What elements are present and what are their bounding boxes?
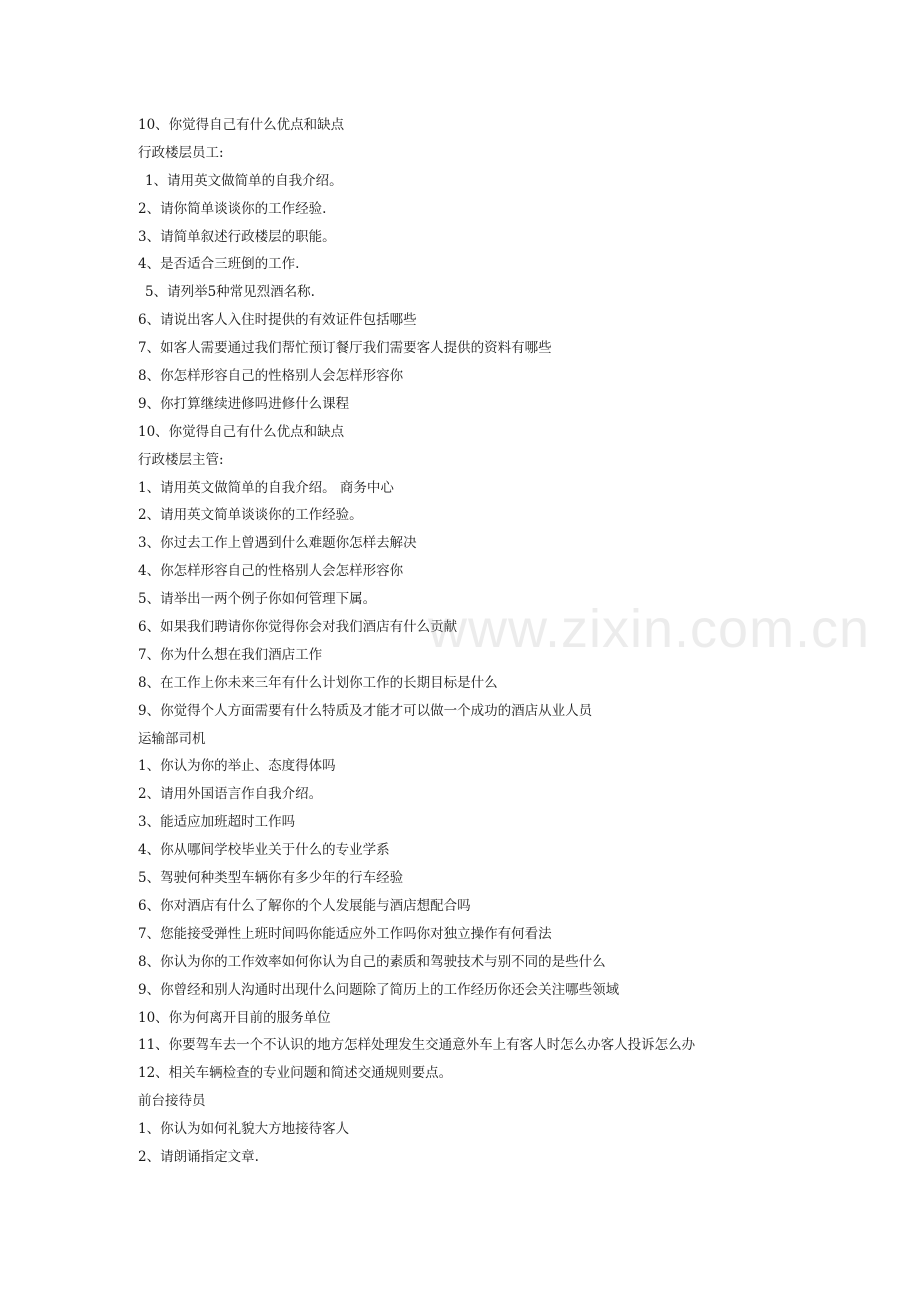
text-line: 1、你认为如何礼貌大方地接待客人 [138,1121,350,1138]
text-line: 2、请用英文简单谈谈你的工作经验。 [138,507,363,524]
section-heading: 行政楼层主管: [138,451,224,468]
text-line: 1、请用英文做简单的自我介绍。 商务中心 [138,479,394,496]
text-line: 4、你从哪间学校毕业关于什么的专业学系 [138,842,390,859]
watermark: www.zixin.com.cn [428,599,871,659]
text-line: 2、请你简单谈谈你的工作经验. [138,200,327,217]
text-line: 9、你打算继续进修吗进修什么课程 [138,395,350,412]
text-line: 4、是否适合三班倒的工作. [138,256,300,273]
text-line: 7、如客人需要通过我们帮忙预订餐厅我们需要客人提供的资料有哪些 [138,340,552,357]
document-body [138,112,878,1172]
text-line: 3、能适应加班超时工作吗 [138,814,296,831]
section-heading: 前台接待员 [138,1093,206,1110]
text-line: 10、你觉得自己有什么优点和缺点 [138,423,345,440]
text-line: 5、请列举5种常见烈酒名称. [145,284,315,301]
text-line: 8、你怎样形容自己的性格别人会怎样形容你 [138,368,404,385]
text-line: 8、你认为你的工作效率如何你认为自己的素质和驾驶技术与别不同的是些什么 [138,953,606,970]
text-line: 10、你觉得自己有什么优点和缺点 [138,117,345,133]
text-line: 6、你对酒店有什么了解你的个人发展能与酒店想配合吗 [138,897,471,914]
text-line: 12、相关车辆检查的专业问题和简述交通规则要点。 [138,1065,453,1082]
text-line: 11、你要驾车去一个不认识的地方怎样处理发生交通意外车上有客人时怎么办客人投诉怎么办 [138,1037,696,1054]
text-line: 3、你过去工作上曾遇到什么难题你怎样去解决 [138,535,417,552]
text-line: 6、如果我们聘请你你觉得你会对我们酒店有什么贡献 [138,619,458,636]
text-line: 1、请用英文做简单的自我介绍。 [145,172,343,189]
text-line: 7、你为什么想在我们酒店工作 [138,646,323,663]
text-line: 9、你曾经和别人沟通时出现什么问题除了简历上的工作经历你还会关注哪些领域 [138,981,620,998]
section-heading: 运输部司机 [138,730,206,747]
text-line: 9、你觉得个人方面需要有什么特质及才能才可以做一个成功的酒店从业人员 [138,702,593,719]
text-line: 8、在工作上你未来三年有什么计划你工作的长期目标是什么 [138,674,498,691]
text-line: 5、驾驶何种类型车辆你有多少年的行车经验 [138,870,404,887]
text-line: 6、请说出客人入住时提供的有效证件包括哪些 [138,312,417,329]
section-heading: 行政楼层员工: [138,144,224,161]
text-line: 1、你认为你的举止、态度得体吗 [138,758,336,775]
text-line: 2、请用外国语言作自我介绍。 [138,786,323,803]
text-line: 7、您能接受弹性上班时间吗你能适应外工作吗你对独立操作有何看法 [138,925,552,942]
text-line: 5、请举出一两个例子你如何管理下属。 [138,591,377,608]
text-line: 2、请朗诵指定文章. [138,1148,259,1165]
text-line: 4、你怎样形容自己的性格别人会怎样形容你 [138,563,404,580]
text-line: 10、你为何离开目前的服务单位 [138,1009,331,1026]
text-line: 3、请简单叙述行政楼层的职能。 [138,228,336,245]
